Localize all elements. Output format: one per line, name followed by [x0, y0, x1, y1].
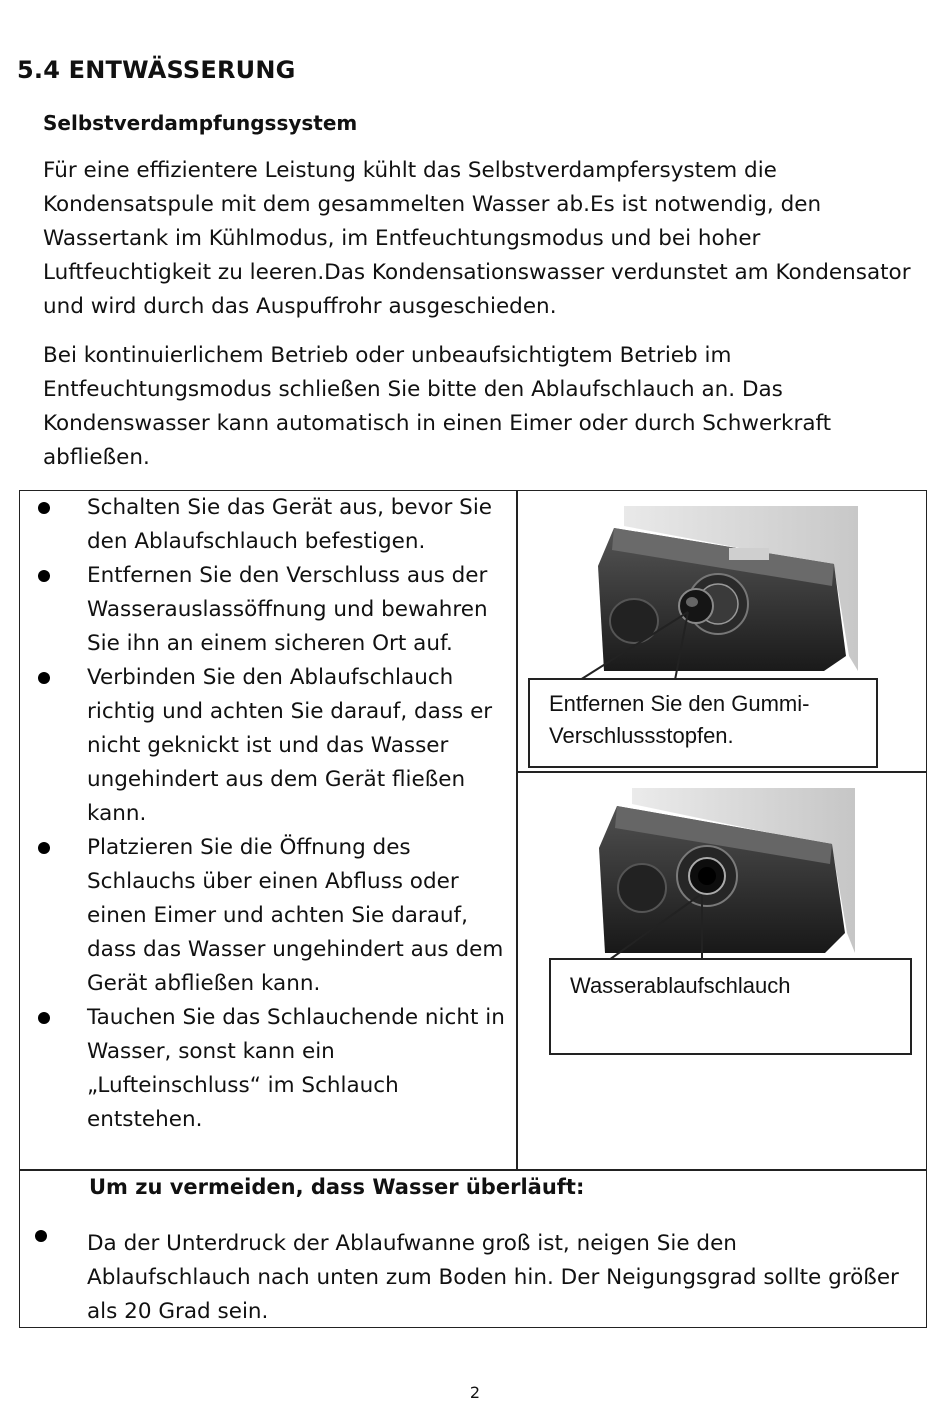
continuous-operation-paragraph: Bei kontinuierlichem Betrieb oder unbeaufsichtigtem Betrieb im Entfeuchtungsmodus schließen Sie bitte den Ablaufschlauch an. Das Kondenswasser kann automatisch in einen Eimer oder durch Schwerkraft abfließen. — [43, 343, 832, 470]
subheading: Selbstverdampfungssystem — [43, 111, 358, 135]
overflow-warning-text: Da der Unterdruck der Ablaufwanne groß ist, neigen Sie den Ablaufschlauch nach unten zum Boden hin. Der Neigungsgrad sollte größer als 20 Grad sein. — [87, 1231, 899, 1324]
intro-paragraph: Für eine effizientere Leistung kühlt das Selbstverdampfersystem die Kondensatspule mit dem gesammelten Wasser ab.Es ist notwendig, den Wassertank im Kühlmodus, im Entfeuchtungsmodus und bei hoher Luftfeuchtigkeit zu leeren.Das Kondensationswasser verdunstet am Kondensator und wird durch das Auspuffrohr ausgeschieden. — [43, 158, 911, 319]
list-item — [0, 491, 507, 559]
drain-steps-list — [0, 491, 507, 1137]
bullet-icon — [38, 672, 50, 684]
callout-line: Entfernen Sie den Gummi- — [549, 691, 810, 716]
bullet-icon — [38, 842, 50, 854]
list-item — [0, 661, 507, 831]
step-text: Entfernen Sie den Verschluss aus der Wasserauslassöffnung und bewahren Sie ihn an einem sicheren Ort auf. — [87, 563, 488, 656]
list-item — [0, 831, 507, 1001]
bullet-icon — [38, 570, 50, 582]
step-text: Tauchen Sie das Schlauchende nicht in Wasser, sonst kann ein „Lufteinschluss“ im Schlauch entstehen. — [87, 1005, 505, 1132]
drain-plug-illustration — [584, 506, 858, 671]
callout-line: Wasserablaufschlauch — [570, 973, 791, 998]
table-row-divider — [19, 1169, 927, 1171]
drain-plug-photo — [584, 506, 858, 671]
overflow-warning-title: Um zu vermeiden, dass Wasser überläuft: — [89, 1175, 585, 1199]
step-text: Verbinden Sie den Ablaufschlauch richtig und achten Sie darauf, dass er nicht geknickt ist und das Wasser ungehindert aus dem Gerät fließen kann. — [87, 665, 493, 826]
page-number: 2 — [469, 1383, 481, 1402]
bullet-icon — [38, 502, 50, 514]
section-title: 5.4 ENTWÄSSERUNG — [17, 56, 296, 84]
drain-hose-photo — [587, 788, 855, 953]
list-item — [0, 1001, 507, 1137]
rubber-stopper-callout — [528, 678, 878, 768]
bullet-icon — [38, 1012, 50, 1024]
step-text: Platzieren Sie die Öffnung des Schlauchs über einen Abfluss oder einen Eimer und achten Sie darauf, dass das Wasser ungehindert aus dem Gerät abfließen kann. — [87, 835, 504, 996]
bullet-icon — [35, 1230, 47, 1242]
step-text: Schalten Sie das Gerät aus, bevor Sie den Ablaufschlauch befestigen. — [87, 495, 493, 554]
drain-hose-illustration — [587, 788, 855, 953]
table-column-divider — [516, 490, 518, 1170]
callout-line: Verschlussstopfen. — [549, 723, 734, 748]
list-item — [0, 559, 507, 661]
table-figure-divider — [516, 771, 927, 773]
drain-hose-callout — [549, 958, 912, 1055]
